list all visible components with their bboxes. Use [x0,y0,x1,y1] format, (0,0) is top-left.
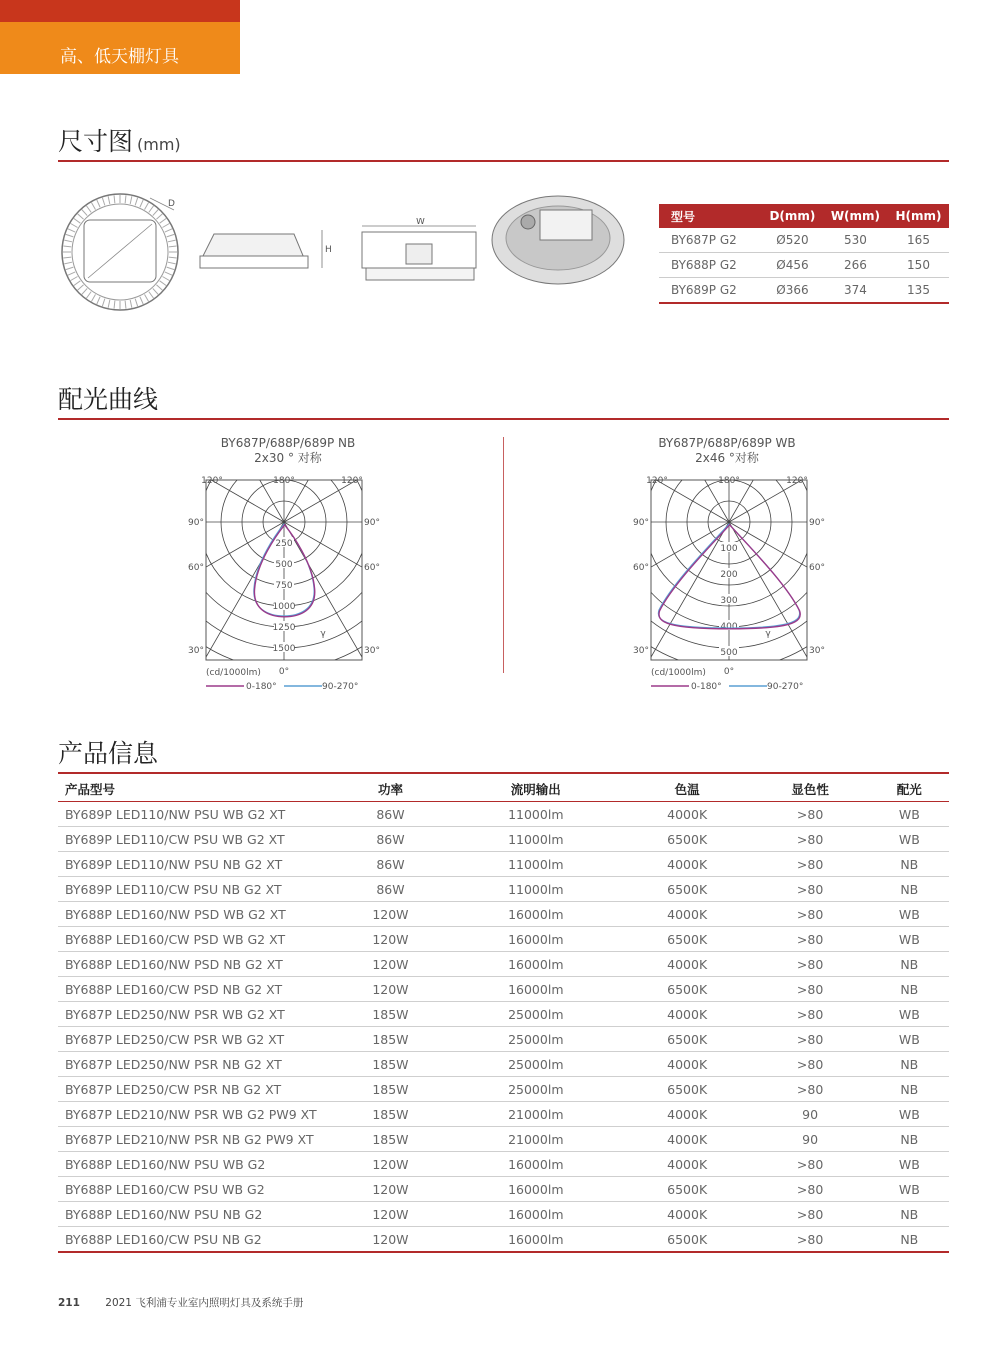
header-cell: 流明输出 [448,776,624,802]
table-cell: WB [870,802,949,827]
header-cell: W(mm) [823,204,888,228]
products-table-header [58,776,949,802]
table-row [58,827,949,852]
table-cell: 120W [333,927,448,952]
table-cell: BY687P LED210/NW PSR WB G2 PW9 XT [58,1102,333,1127]
table-cell: >80 [751,1227,870,1253]
table-cell: BY687P G2 [659,228,762,253]
header-cell: 显色性 [751,776,870,802]
legend-series-a: 0-180° [691,682,722,692]
page-number: 211 [58,1297,80,1309]
gamma-label: γ [320,629,326,639]
table-cell: WB [870,1152,949,1177]
ring-label: 250 [275,539,293,549]
polar-chart-wb-title [627,436,827,466]
products-table [58,776,949,1253]
table-cell: WB [870,827,949,852]
table-cell: >80 [751,1077,870,1102]
legend-unit: (cd/1000lm) [206,668,261,678]
table-cell: BY688P LED160/CW PSD WB G2 XT [58,927,333,952]
angle-label-left-side: 90° [188,518,204,528]
angle-label-bottom: 0° [278,667,290,677]
table-cell: >80 [751,802,870,827]
table-cell: BY688P LED160/CW PSU NB G2 [58,1227,333,1253]
table-cell: 25000lm [448,1002,624,1027]
table-cell: 135 [888,278,949,304]
header-cell: D(mm) [762,204,823,228]
side-view-drawing [196,218,338,276]
table-cell: >80 [751,827,870,852]
table-cell: 6500K [624,827,751,852]
table-cell: BY687P LED250/NW PSR NB G2 XT [58,1052,333,1077]
ring-label: 300 [720,596,738,606]
table-cell: Ø520 [762,228,823,253]
table-cell: 150 [888,253,949,278]
angle-label-right-upper: 120° [341,476,363,486]
table-cell: 185W [333,1077,448,1102]
section-tab-label: 高、低天棚灯具 [60,47,179,67]
ring-label: 1000 [272,602,296,612]
header-cell: 功率 [333,776,448,802]
table-cell: 120W [333,1227,448,1253]
table-cell: >80 [751,1027,870,1052]
table-cell: BY687P LED250/NW PSR WB G2 XT [58,1002,333,1027]
table-cell: 185W [333,1027,448,1052]
table-cell: >80 [751,1202,870,1227]
table-cell: NB [870,1127,949,1152]
table-cell: WB [870,1177,949,1202]
table-cell: >80 [751,877,870,902]
table-cell: 86W [333,827,448,852]
table-cell: >80 [751,1052,870,1077]
angle-label-left-side: 90° [633,518,649,528]
table-cell: 6500K [624,877,751,902]
table-cell: BY688P LED160/CW PSU WB G2 [58,1177,333,1202]
table-cell: >80 [751,927,870,952]
dimensions-table [659,204,949,304]
angle-label-left-mid: 60° [633,563,649,573]
table-cell: Ø456 [762,253,823,278]
table-cell: 16000lm [448,1152,624,1177]
table-row [58,927,949,952]
table-cell: >80 [751,977,870,1002]
table-cell: 16000lm [448,1202,624,1227]
table-cell: 4000K [624,1002,751,1027]
table-cell: 16000lm [448,927,624,952]
table-cell: 25000lm [448,1027,624,1052]
table-cell: BY689P LED110/CW PSU NB G2 XT [58,877,333,902]
section-tab [0,0,240,74]
table-cell: 16000lm [448,977,624,1002]
table-cell: 4000K [624,802,751,827]
header-cell: 配光 [870,776,949,802]
table-cell: NB [870,952,949,977]
table-row [58,877,949,902]
height-label: H [325,245,332,255]
table-cell: >80 [751,902,870,927]
ring-label: 100 [720,544,738,554]
table-cell: 11000lm [448,802,624,827]
table-cell: 4000K [624,1127,751,1152]
legend-series-b: 90-270° [322,682,359,692]
table-cell: 120W [333,1152,448,1177]
table-cell: >80 [751,1177,870,1202]
table-cell: 6500K [624,977,751,1002]
table-cell: WB [870,902,949,927]
table-cell: 86W [333,852,448,877]
table-cell: 4000K [624,1102,751,1127]
polar-chart-subtitle: 2x30 ° 对称 [254,451,322,465]
products-rule [58,772,949,774]
polar-chart-nb [184,470,394,696]
ring-label: 1250 [272,623,296,633]
angle-label-right-low: 30° [364,646,380,656]
table-cell: 11000lm [448,877,624,902]
angle-label-right-low: 30° [809,646,825,656]
table-row [58,1227,949,1253]
angle-label-right-side: 90° [809,518,825,528]
table-cell: 11000lm [448,827,624,852]
angle-label-left-low: 30° [633,646,649,656]
table-row [58,902,949,927]
table-cell: 185W [333,1052,448,1077]
table-cell: 185W [333,1002,448,1027]
table-cell: BY689P LED110/NW PSU NB G2 XT [58,852,333,877]
table-cell: 120W [333,977,448,1002]
angle-label-bottom: 0° [723,667,735,677]
depth-label: D [168,199,175,209]
table-cell: 4000K [624,902,751,927]
table-cell: 6500K [624,1177,751,1202]
polar-chart-title: BY687P/688P/689P WB [658,436,796,450]
dimensions-unit: (mm) [137,135,181,154]
header-cell: 产品型号 [58,776,333,802]
table-row [58,977,949,1002]
table-row [58,1102,949,1127]
table-cell: Ø366 [762,278,823,304]
table-cell: 6500K [624,1027,751,1052]
table-cell: BY687P LED210/NW PSR NB G2 PW9 XT [58,1127,333,1152]
table-row [58,952,949,977]
front-view-drawing [358,218,482,288]
table-row [659,278,949,304]
table-cell: WB [870,927,949,952]
dimensions-rule [58,160,949,162]
page-footer [58,1295,303,1310]
table-cell: NB [870,877,949,902]
table-cell: 86W [333,802,448,827]
table-cell: >80 [751,852,870,877]
table-cell: 185W [333,1127,448,1152]
table-cell: 165 [888,228,949,253]
table-cell: WB [870,1027,949,1052]
width-label: W [416,218,425,227]
table-cell: 16000lm [448,1227,624,1253]
table-row [58,1202,949,1227]
table-cell: 16000lm [448,952,624,977]
table-cell: 25000lm [448,1077,624,1102]
table-cell: 266 [823,253,888,278]
ring-label: 750 [275,581,293,591]
ring-label: 400 [720,622,738,632]
products-title: 产品信息 [58,739,159,768]
angle-label-left-upper: 120° [646,476,668,486]
table-cell: NB [870,1052,949,1077]
table-cell: 90 [751,1127,870,1152]
angle-label-left-mid: 60° [188,563,204,573]
chart-divider [503,437,504,673]
table-cell: 21000lm [448,1127,624,1152]
polar-chart-title: BY687P/688P/689P NB [220,436,356,450]
table-cell: 90 [751,1102,870,1127]
dimensions-table-header [659,204,949,228]
angle-label-right-mid: 60° [364,563,380,573]
table-cell: 16000lm [448,1177,624,1202]
angle-label-top: 180° [273,476,295,486]
table-cell: 120W [333,1202,448,1227]
table-row [58,1177,949,1202]
table-cell: BY688P LED160/NW PSD NB G2 XT [58,952,333,977]
table-cell: BY687P LED250/CW PSR NB G2 XT [58,1077,333,1102]
table-cell: 16000lm [448,902,624,927]
table-cell: BY688P G2 [659,253,762,278]
dimensions-title [58,122,181,158]
table-cell: 4000K [624,1202,751,1227]
footer-text: 2021 飞利浦专业室内照明灯具及系统手册 [105,1297,304,1309]
table-cell: 6500K [624,927,751,952]
table-cell: 530 [823,228,888,253]
table-row [58,1052,949,1077]
table-cell: 21000lm [448,1102,624,1127]
table-cell: 4000K [624,1052,751,1077]
ring-label: 500 [720,648,738,658]
table-cell: 25000lm [448,1052,624,1077]
header-cell: 型号 [659,204,762,228]
table-cell: 120W [333,902,448,927]
table-row [58,1002,949,1027]
table-cell: 11000lm [448,852,624,877]
ring-label: 200 [720,570,738,580]
table-cell: BY688P LED160/NW PSU WB G2 [58,1152,333,1177]
light-distribution-title: 配光曲线 [58,385,159,414]
table-row [58,1152,949,1177]
legend-unit: (cd/1000lm) [651,668,706,678]
table-cell: 4000K [624,1152,751,1177]
table-cell: 4000K [624,952,751,977]
gamma-label: γ [765,629,771,639]
polar-chart-wb [629,470,839,696]
angle-label-right-upper: 120° [786,476,808,486]
table-row [58,1077,949,1102]
angle-label-left-low: 30° [188,646,204,656]
table-cell: BY688P LED160/NW PSU NB G2 [58,1202,333,1227]
table-cell: NB [870,1077,949,1102]
table-cell: NB [870,977,949,1002]
top-view-drawing [58,186,190,314]
table-cell: 4000K [624,852,751,877]
table-row [659,228,949,253]
table-cell: 120W [333,1177,448,1202]
ring-label: 1500 [272,644,296,654]
ring-label: 500 [275,560,293,570]
table-cell: NB [870,1227,949,1253]
table-cell: 185W [333,1102,448,1127]
table-cell: NB [870,1202,949,1227]
table-cell: >80 [751,952,870,977]
dimensions-title-text: 尺寸图 [58,127,134,156]
table-row [58,1027,949,1052]
table-cell: 374 [823,278,888,304]
table-cell: >80 [751,1002,870,1027]
light-distribution-rule [58,418,949,420]
table-cell: BY688P LED160/NW PSD WB G2 XT [58,902,333,927]
legend-series-a: 0-180° [246,682,277,692]
legend-series-b: 90-270° [767,682,804,692]
table-cell: WB [870,1002,949,1027]
angle-label-right-mid: 60° [809,563,825,573]
angle-label-left-upper: 120° [201,476,223,486]
table-cell: 6500K [624,1077,751,1102]
table-cell: NB [870,852,949,877]
table-cell: 6500K [624,1227,751,1253]
product-render [488,188,630,288]
table-row [659,253,949,278]
table-cell: BY689P G2 [659,278,762,304]
angle-label-right-side: 90° [364,518,380,528]
table-row [58,802,949,827]
table-cell: >80 [751,1152,870,1177]
table-cell: WB [870,1102,949,1127]
table-row [58,852,949,877]
header-cell: H(mm) [888,204,949,228]
polar-chart-nb-title [188,436,388,466]
table-row [58,1127,949,1152]
polar-chart-subtitle: 2x46 °对称 [695,451,759,465]
table-cell: BY688P LED160/CW PSD NB G2 XT [58,977,333,1002]
header-cell: 色温 [624,776,751,802]
angle-label-top: 180° [718,476,740,486]
table-cell: 86W [333,877,448,902]
table-cell: BY689P LED110/NW PSU WB G2 XT [58,802,333,827]
table-cell: 120W [333,952,448,977]
table-cell: BY687P LED250/CW PSR WB G2 XT [58,1027,333,1052]
table-cell: BY689P LED110/CW PSU WB G2 XT [58,827,333,852]
